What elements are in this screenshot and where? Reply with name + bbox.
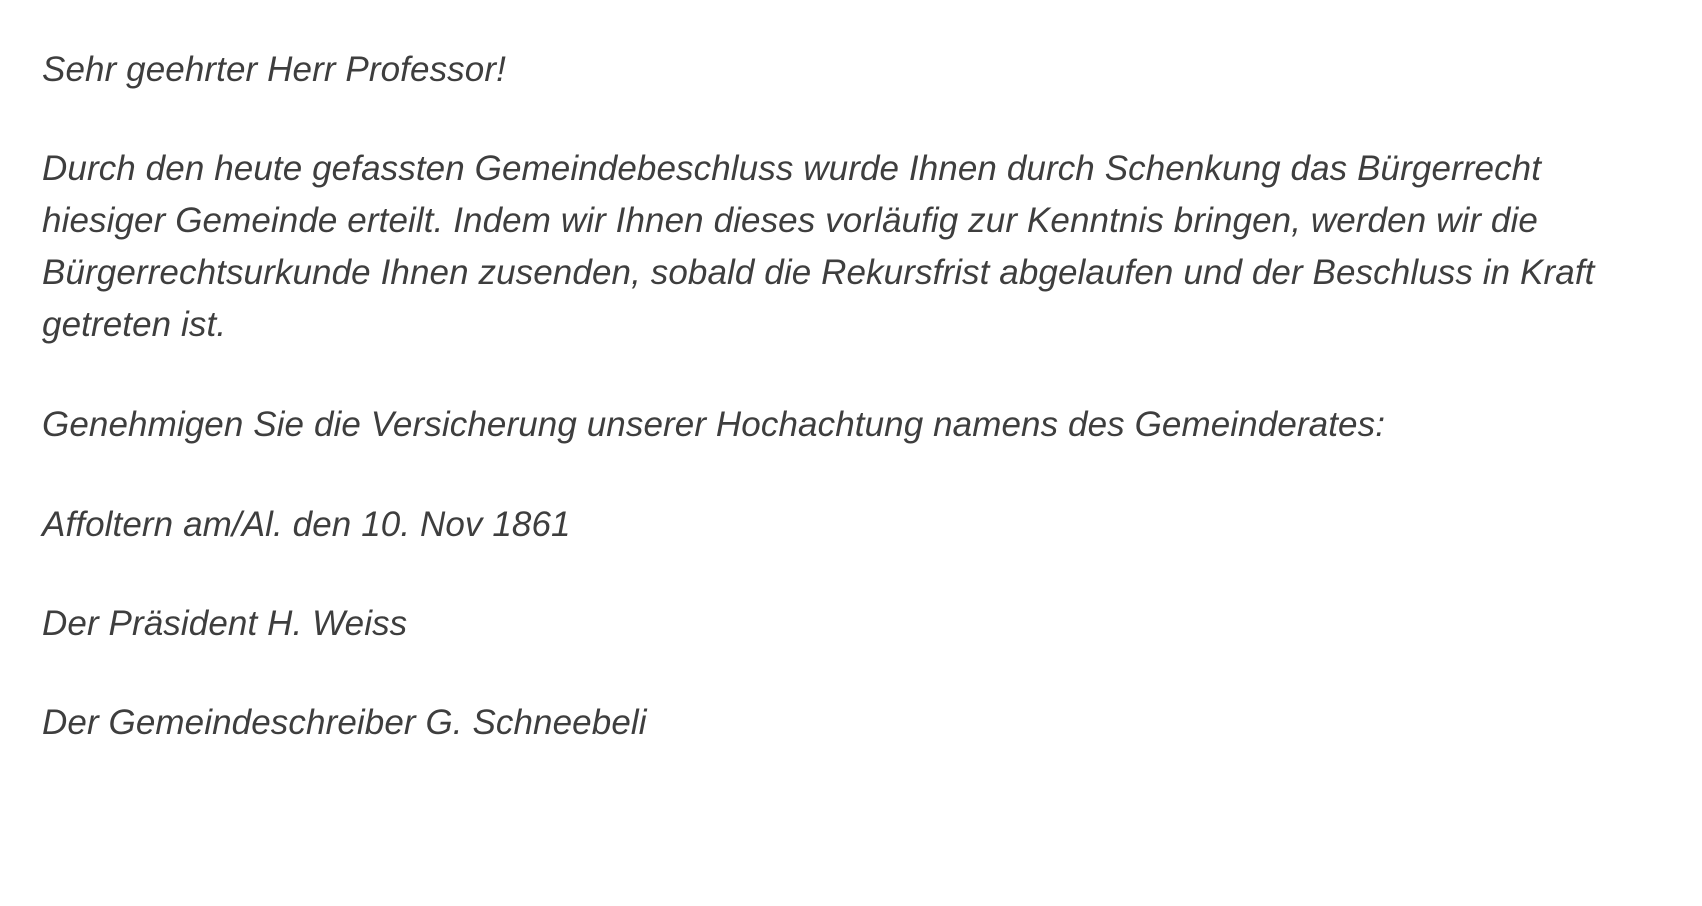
signature-president: Der Präsident H. Weiss	[42, 604, 408, 643]
place-and-date: Affoltern am/Al. den 10. Nov 1861	[42, 505, 571, 544]
closing-paragraph: Genehmigen Sie die Versicherung unserer Hochachtung namens des Gemeinderates:	[42, 405, 1386, 444]
letter-body	[42, 44, 1650, 749]
salutation: Sehr geehrter Herr Professor!	[42, 50, 506, 89]
body-paragraph-1: Durch den heute gefassten Gemeindebeschluss wurde Ihnen durch Schenkung das Bürgerrecht hiesiger Gemeinde erteilt. Indem wir Ihnen dieses vorläufig zur Kenntnis bringen, werden wir die Bürgerrechtsurkunde Ihnen zusenden, sobald die Rekursfrist abgelaufen und der Beschluss in Kraft getreten ist.	[42, 149, 1595, 344]
signature-clerk: Der Gemeindeschreiber G. Schneebeli	[42, 703, 647, 742]
